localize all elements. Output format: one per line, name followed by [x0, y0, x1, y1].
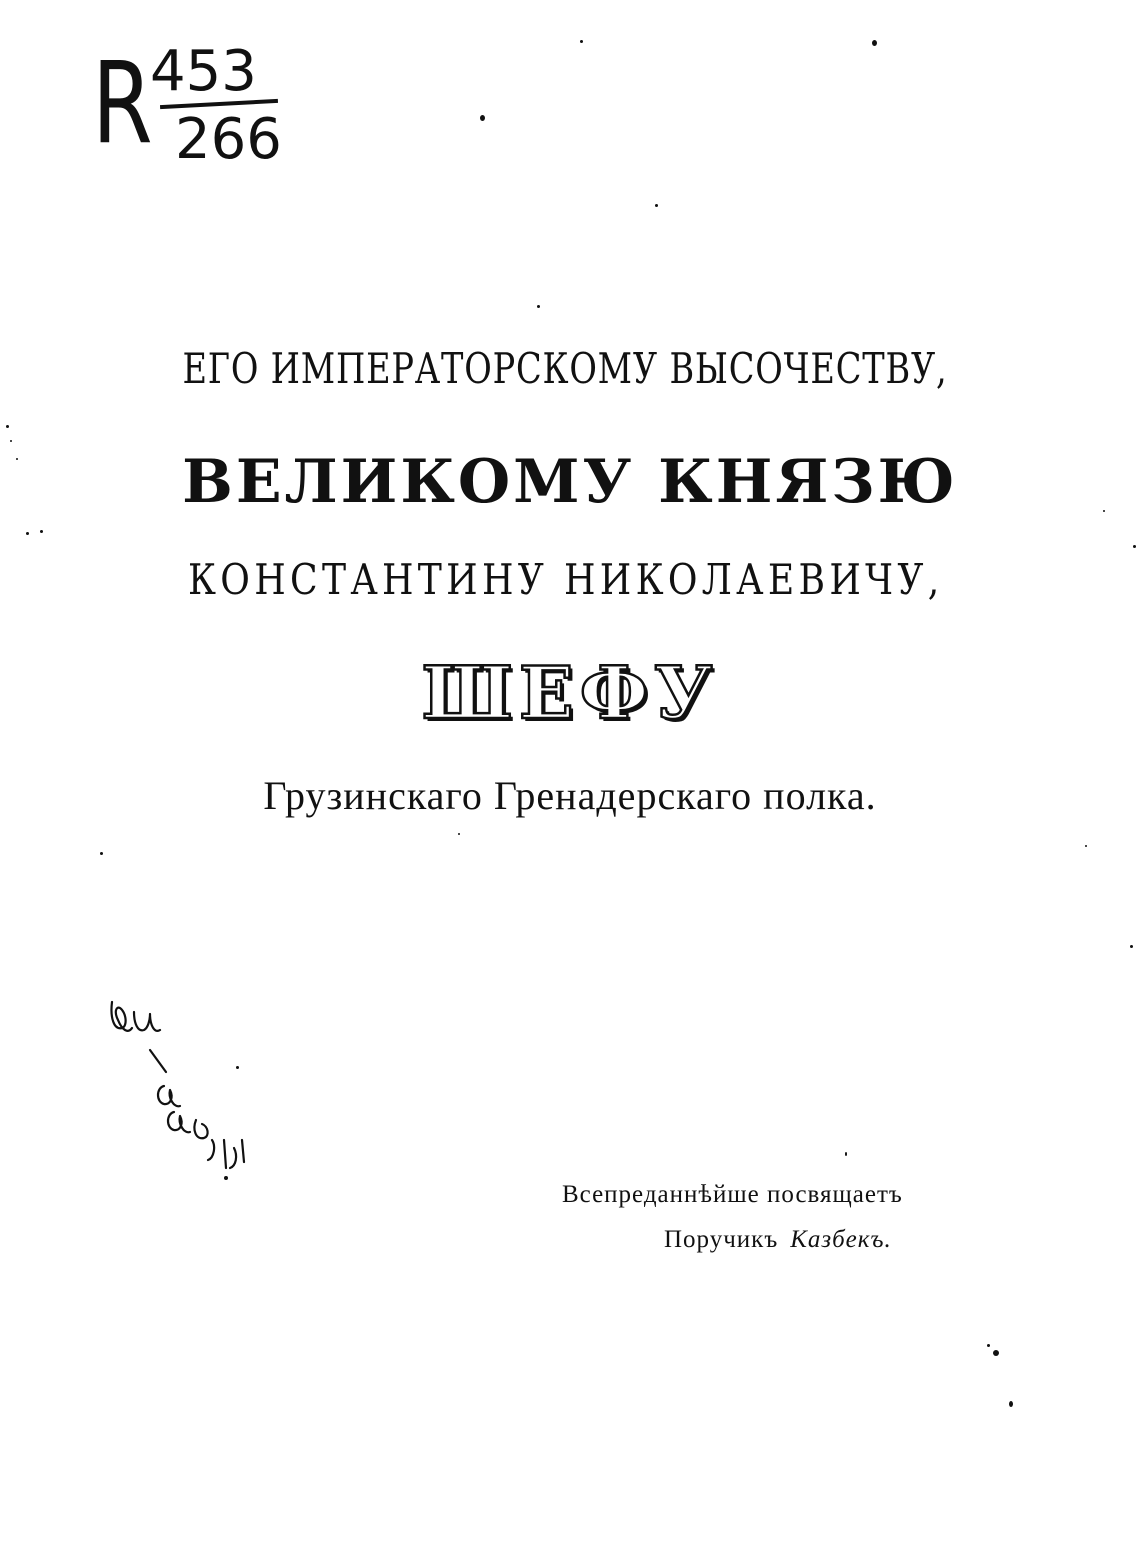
handwritten-marginal-note — [104, 990, 274, 1190]
dedication-line-chief: ШЕФУ — [421, 650, 719, 735]
scan-speck — [845, 1152, 847, 1156]
scan-speck — [16, 458, 18, 460]
scan-speck — [1133, 545, 1136, 548]
scan-speck — [1103, 510, 1105, 512]
scan-speck — [480, 115, 485, 121]
scan-speck — [6, 425, 9, 428]
scan-speck — [655, 204, 658, 207]
scan-speck — [1085, 845, 1087, 847]
dedication-line-regiment: Грузинскаго Гренадерскаго полка. — [263, 773, 877, 818]
scan-speck — [580, 40, 583, 43]
closing-dedication-line: Всепреданнѣйше посвящаетъ — [562, 1181, 903, 1208]
scan-speck — [10, 440, 12, 442]
shelfmark-numerator: 453 — [150, 39, 257, 104]
dedication-line-grand-duke: ВЕЛИКОМУ КНЯЗЮ — [182, 447, 958, 517]
scan-speck — [236, 1066, 239, 1069]
scan-speck — [40, 530, 43, 533]
scan-speck — [1009, 1401, 1013, 1407]
scan-speck — [1130, 945, 1133, 948]
scan-speck — [26, 532, 29, 535]
shelfmark-denominator: 266 — [175, 107, 282, 172]
scan-speck — [537, 305, 540, 308]
scan-speck — [987, 1344, 990, 1347]
scan-speck — [993, 1350, 999, 1356]
signature-name: Казбекъ. — [790, 1226, 892, 1253]
dedication-line-name: КОНСТАНТИНУ НИКОЛАЕВИЧУ, — [188, 555, 944, 604]
scan-speck — [872, 40, 877, 46]
scan-speck — [458, 833, 460, 835]
scan-speck — [100, 852, 103, 855]
dedication-line-imperial-highness: ЕГО ИМПЕРАТОРСКОМУ ВЫСОЧЕСТВУ, — [182, 344, 948, 393]
signature-rank: Поручикъ — [664, 1226, 779, 1253]
shelfmark-letter: R — [92, 39, 153, 169]
signature-line — [664, 1226, 892, 1254]
